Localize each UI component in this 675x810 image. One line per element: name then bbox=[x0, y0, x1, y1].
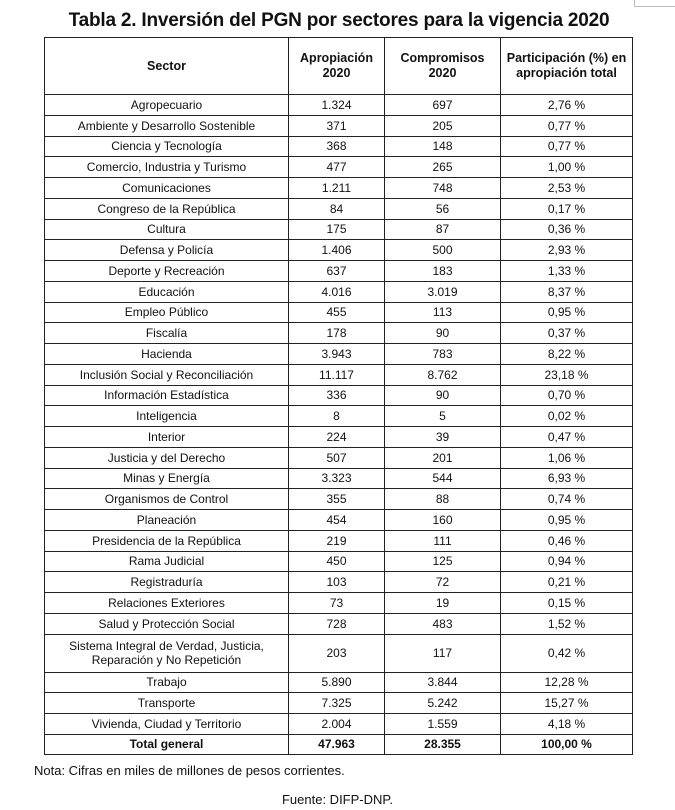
cell-compromisos: 697 bbox=[385, 95, 501, 116]
cell-compromisos: 201 bbox=[385, 447, 501, 468]
total-label: Total general bbox=[45, 734, 289, 754]
cell-apropiacion: 73 bbox=[289, 593, 385, 614]
cell-compromisos: 19 bbox=[385, 593, 501, 614]
table-row bbox=[45, 302, 633, 323]
cell-compromisos: 5 bbox=[385, 406, 501, 427]
cell-participacion: 0,47 % bbox=[501, 427, 633, 448]
table-row bbox=[45, 344, 633, 365]
cell-participacion: 2,93 % bbox=[501, 240, 633, 261]
cell-apropiacion: 3.943 bbox=[289, 344, 385, 365]
cell-compromisos: 183 bbox=[385, 261, 501, 282]
table-row bbox=[45, 406, 633, 427]
cell-apropiacion: 178 bbox=[289, 323, 385, 344]
cell-participacion: 0,70 % bbox=[501, 385, 633, 406]
table-row bbox=[45, 489, 633, 510]
cell-apropiacion: 371 bbox=[289, 115, 385, 136]
cell-compromisos: 3.019 bbox=[385, 281, 501, 302]
cell-sector: Rama Judicial bbox=[45, 551, 289, 572]
cell-sector: Minas y Energía bbox=[45, 468, 289, 489]
cell-apropiacion: 5.890 bbox=[289, 672, 385, 693]
cell-apropiacion: 1.211 bbox=[289, 178, 385, 199]
cell-compromisos: 500 bbox=[385, 240, 501, 261]
table-row bbox=[45, 323, 633, 344]
table-row bbox=[45, 136, 633, 157]
cell-sector: Salud y Protección Social bbox=[45, 613, 289, 634]
cell-participacion: 0,21 % bbox=[501, 572, 633, 593]
cell-compromisos: 125 bbox=[385, 551, 501, 572]
cell-apropiacion: 454 bbox=[289, 510, 385, 531]
cell-sector: Hacienda bbox=[45, 344, 289, 365]
cell-apropiacion: 355 bbox=[289, 489, 385, 510]
cell-apropiacion: 8 bbox=[289, 406, 385, 427]
table-row bbox=[45, 510, 633, 531]
cell-compromisos: 87 bbox=[385, 219, 501, 240]
cell-participacion: 0,77 % bbox=[501, 136, 633, 157]
cell-compromisos: 265 bbox=[385, 157, 501, 178]
cell-sector: Planeación bbox=[45, 510, 289, 531]
table-row bbox=[45, 693, 633, 714]
total-compromisos: 28.355 bbox=[385, 734, 501, 754]
cell-participacion: 0,02 % bbox=[501, 406, 633, 427]
cell-compromisos: 111 bbox=[385, 530, 501, 551]
table-row bbox=[45, 281, 633, 302]
cell-participacion: 0,74 % bbox=[501, 489, 633, 510]
table-body bbox=[45, 95, 633, 735]
cell-compromisos: 205 bbox=[385, 115, 501, 136]
cell-compromisos: 72 bbox=[385, 572, 501, 593]
table-row bbox=[45, 613, 633, 634]
cell-sector: Comercio, Industria y Turismo bbox=[45, 157, 289, 178]
table-note: Nota: Cifras en miles de millones de pesos corrientes. bbox=[34, 763, 345, 778]
table-footer bbox=[45, 734, 633, 754]
cell-apropiacion: 7.325 bbox=[289, 693, 385, 714]
cell-sector: Ambiente y Desarrollo Sostenible bbox=[45, 115, 289, 136]
table-row bbox=[45, 468, 633, 489]
cell-compromisos: 88 bbox=[385, 489, 501, 510]
header-participacion: Participación (%) en apropiación total bbox=[501, 38, 633, 95]
cell-sector: Registraduría bbox=[45, 572, 289, 593]
cell-sector: Comunicaciones bbox=[45, 178, 289, 199]
cell-compromisos: 148 bbox=[385, 136, 501, 157]
cell-sector: Organismos de Control bbox=[45, 489, 289, 510]
cell-participacion: 0,46 % bbox=[501, 530, 633, 551]
cell-participacion: 1,52 % bbox=[501, 613, 633, 634]
cell-sector: Justicia y del Derecho bbox=[45, 447, 289, 468]
table-row bbox=[45, 178, 633, 199]
cell-apropiacion: 175 bbox=[289, 219, 385, 240]
cell-sector: Transporte bbox=[45, 693, 289, 714]
cell-apropiacion: 1.406 bbox=[289, 240, 385, 261]
cell-participacion: 0,95 % bbox=[501, 302, 633, 323]
cell-compromisos: 160 bbox=[385, 510, 501, 531]
cell-sector: Cultura bbox=[45, 219, 289, 240]
cell-participacion: 1,06 % bbox=[501, 447, 633, 468]
table-row bbox=[45, 95, 633, 116]
cell-sector: Inclusión Social y Reconciliación bbox=[45, 364, 289, 385]
cell-apropiacion: 1.324 bbox=[289, 95, 385, 116]
cell-participacion: 0,95 % bbox=[501, 510, 633, 531]
table-row bbox=[45, 240, 633, 261]
cell-apropiacion: 2.004 bbox=[289, 714, 385, 735]
cell-sector: Trabajo bbox=[45, 672, 289, 693]
cell-participacion: 0,37 % bbox=[501, 323, 633, 344]
table-row bbox=[45, 572, 633, 593]
cell-participacion: 6,93 % bbox=[501, 468, 633, 489]
cell-compromisos: 90 bbox=[385, 323, 501, 344]
cell-participacion: 0,77 % bbox=[501, 115, 633, 136]
header-sector: Sector bbox=[45, 38, 289, 95]
table-header bbox=[45, 38, 633, 95]
cell-sector: Presidencia de la República bbox=[45, 530, 289, 551]
cell-participacion: 4,18 % bbox=[501, 714, 633, 735]
cell-sector: Fiscalía bbox=[45, 323, 289, 344]
table-source: Fuente: DIFP-DNP. bbox=[281, 792, 394, 807]
cell-compromisos: 117 bbox=[385, 634, 501, 672]
cell-participacion: 1,33 % bbox=[501, 261, 633, 282]
cell-participacion: 2,76 % bbox=[501, 95, 633, 116]
cell-sector: Educación bbox=[45, 281, 289, 302]
cell-participacion: 15,27 % bbox=[501, 693, 633, 714]
cell-sector: Vivienda, Ciudad y Territorio bbox=[45, 714, 289, 735]
cell-apropiacion: 219 bbox=[289, 530, 385, 551]
cell-sector: Agropecuario bbox=[45, 95, 289, 116]
cell-participacion: 1,00 % bbox=[501, 157, 633, 178]
cell-participacion: 23,18 % bbox=[501, 364, 633, 385]
cell-apropiacion: 507 bbox=[289, 447, 385, 468]
cell-compromisos: 8.762 bbox=[385, 364, 501, 385]
cell-participacion: 2,53 % bbox=[501, 178, 633, 199]
corner-divider bbox=[634, 0, 675, 7]
table-row bbox=[45, 157, 633, 178]
cell-apropiacion: 637 bbox=[289, 261, 385, 282]
cell-compromisos: 90 bbox=[385, 385, 501, 406]
cell-compromisos: 56 bbox=[385, 198, 501, 219]
header-compromisos: Compromisos 2020 bbox=[385, 38, 501, 95]
cell-compromisos: 483 bbox=[385, 613, 501, 634]
cell-sector: Deporte y Recreación bbox=[45, 261, 289, 282]
table-row bbox=[45, 530, 633, 551]
cell-sector: Información Estadística bbox=[45, 385, 289, 406]
cell-compromisos: 3.844 bbox=[385, 672, 501, 693]
cell-participacion: 8,22 % bbox=[501, 344, 633, 365]
table-row bbox=[45, 427, 633, 448]
cell-compromisos: 748 bbox=[385, 178, 501, 199]
investment-table bbox=[44, 37, 633, 755]
table-row bbox=[45, 364, 633, 385]
table-row bbox=[45, 198, 633, 219]
total-participacion: 100,00 % bbox=[501, 734, 633, 754]
cell-apropiacion: 224 bbox=[289, 427, 385, 448]
cell-apropiacion: 3.323 bbox=[289, 468, 385, 489]
cell-sector: Inteligencia bbox=[45, 406, 289, 427]
cell-participacion: 0,15 % bbox=[501, 593, 633, 614]
cell-sector: Empleo Público bbox=[45, 302, 289, 323]
table-row bbox=[45, 261, 633, 282]
cell-sector: Ciencia y Tecnología bbox=[45, 136, 289, 157]
table-row bbox=[45, 219, 633, 240]
cell-participacion: 0,42 % bbox=[501, 634, 633, 672]
table-row bbox=[45, 385, 633, 406]
total-row bbox=[45, 734, 633, 754]
cell-compromisos: 783 bbox=[385, 344, 501, 365]
table-row bbox=[45, 447, 633, 468]
cell-apropiacion: 84 bbox=[289, 198, 385, 219]
cell-apropiacion: 455 bbox=[289, 302, 385, 323]
cell-participacion: 8,37 % bbox=[501, 281, 633, 302]
cell-compromisos: 1.559 bbox=[385, 714, 501, 735]
cell-compromisos: 113 bbox=[385, 302, 501, 323]
cell-apropiacion: 368 bbox=[289, 136, 385, 157]
cell-apropiacion: 4.016 bbox=[289, 281, 385, 302]
cell-apropiacion: 11.117 bbox=[289, 364, 385, 385]
cell-sector: Relaciones Exteriores bbox=[45, 593, 289, 614]
cell-apropiacion: 477 bbox=[289, 157, 385, 178]
table-row bbox=[45, 551, 633, 572]
table-row bbox=[45, 714, 633, 735]
table-row bbox=[45, 672, 633, 693]
cell-sector: Sistema Integral de Verdad, Justicia, Reparación y No Repetición bbox=[45, 634, 289, 672]
cell-compromisos: 39 bbox=[385, 427, 501, 448]
cell-sector: Congreso de la República bbox=[45, 198, 289, 219]
total-apropiacion: 47.963 bbox=[289, 734, 385, 754]
cell-sector: Interior bbox=[45, 427, 289, 448]
cell-apropiacion: 450 bbox=[289, 551, 385, 572]
cell-apropiacion: 103 bbox=[289, 572, 385, 593]
cell-participacion: 12,28 % bbox=[501, 672, 633, 693]
cell-participacion: 0,94 % bbox=[501, 551, 633, 572]
cell-compromisos: 544 bbox=[385, 468, 501, 489]
table-title: Tabla 2. Inversión del PGN por sectores para la vigencia 2020 bbox=[68, 10, 610, 31]
cell-apropiacion: 336 bbox=[289, 385, 385, 406]
cell-participacion: 0,36 % bbox=[501, 219, 633, 240]
cell-participacion: 0,17 % bbox=[501, 198, 633, 219]
cell-sector: Defensa y Policía bbox=[45, 240, 289, 261]
table-row bbox=[45, 115, 633, 136]
cell-apropiacion: 728 bbox=[289, 613, 385, 634]
cell-apropiacion: 203 bbox=[289, 634, 385, 672]
cell-compromisos: 5.242 bbox=[385, 693, 501, 714]
header-apropiacion: Apropiación 2020 bbox=[289, 38, 385, 95]
table-row bbox=[45, 634, 633, 672]
table-row bbox=[45, 593, 633, 614]
